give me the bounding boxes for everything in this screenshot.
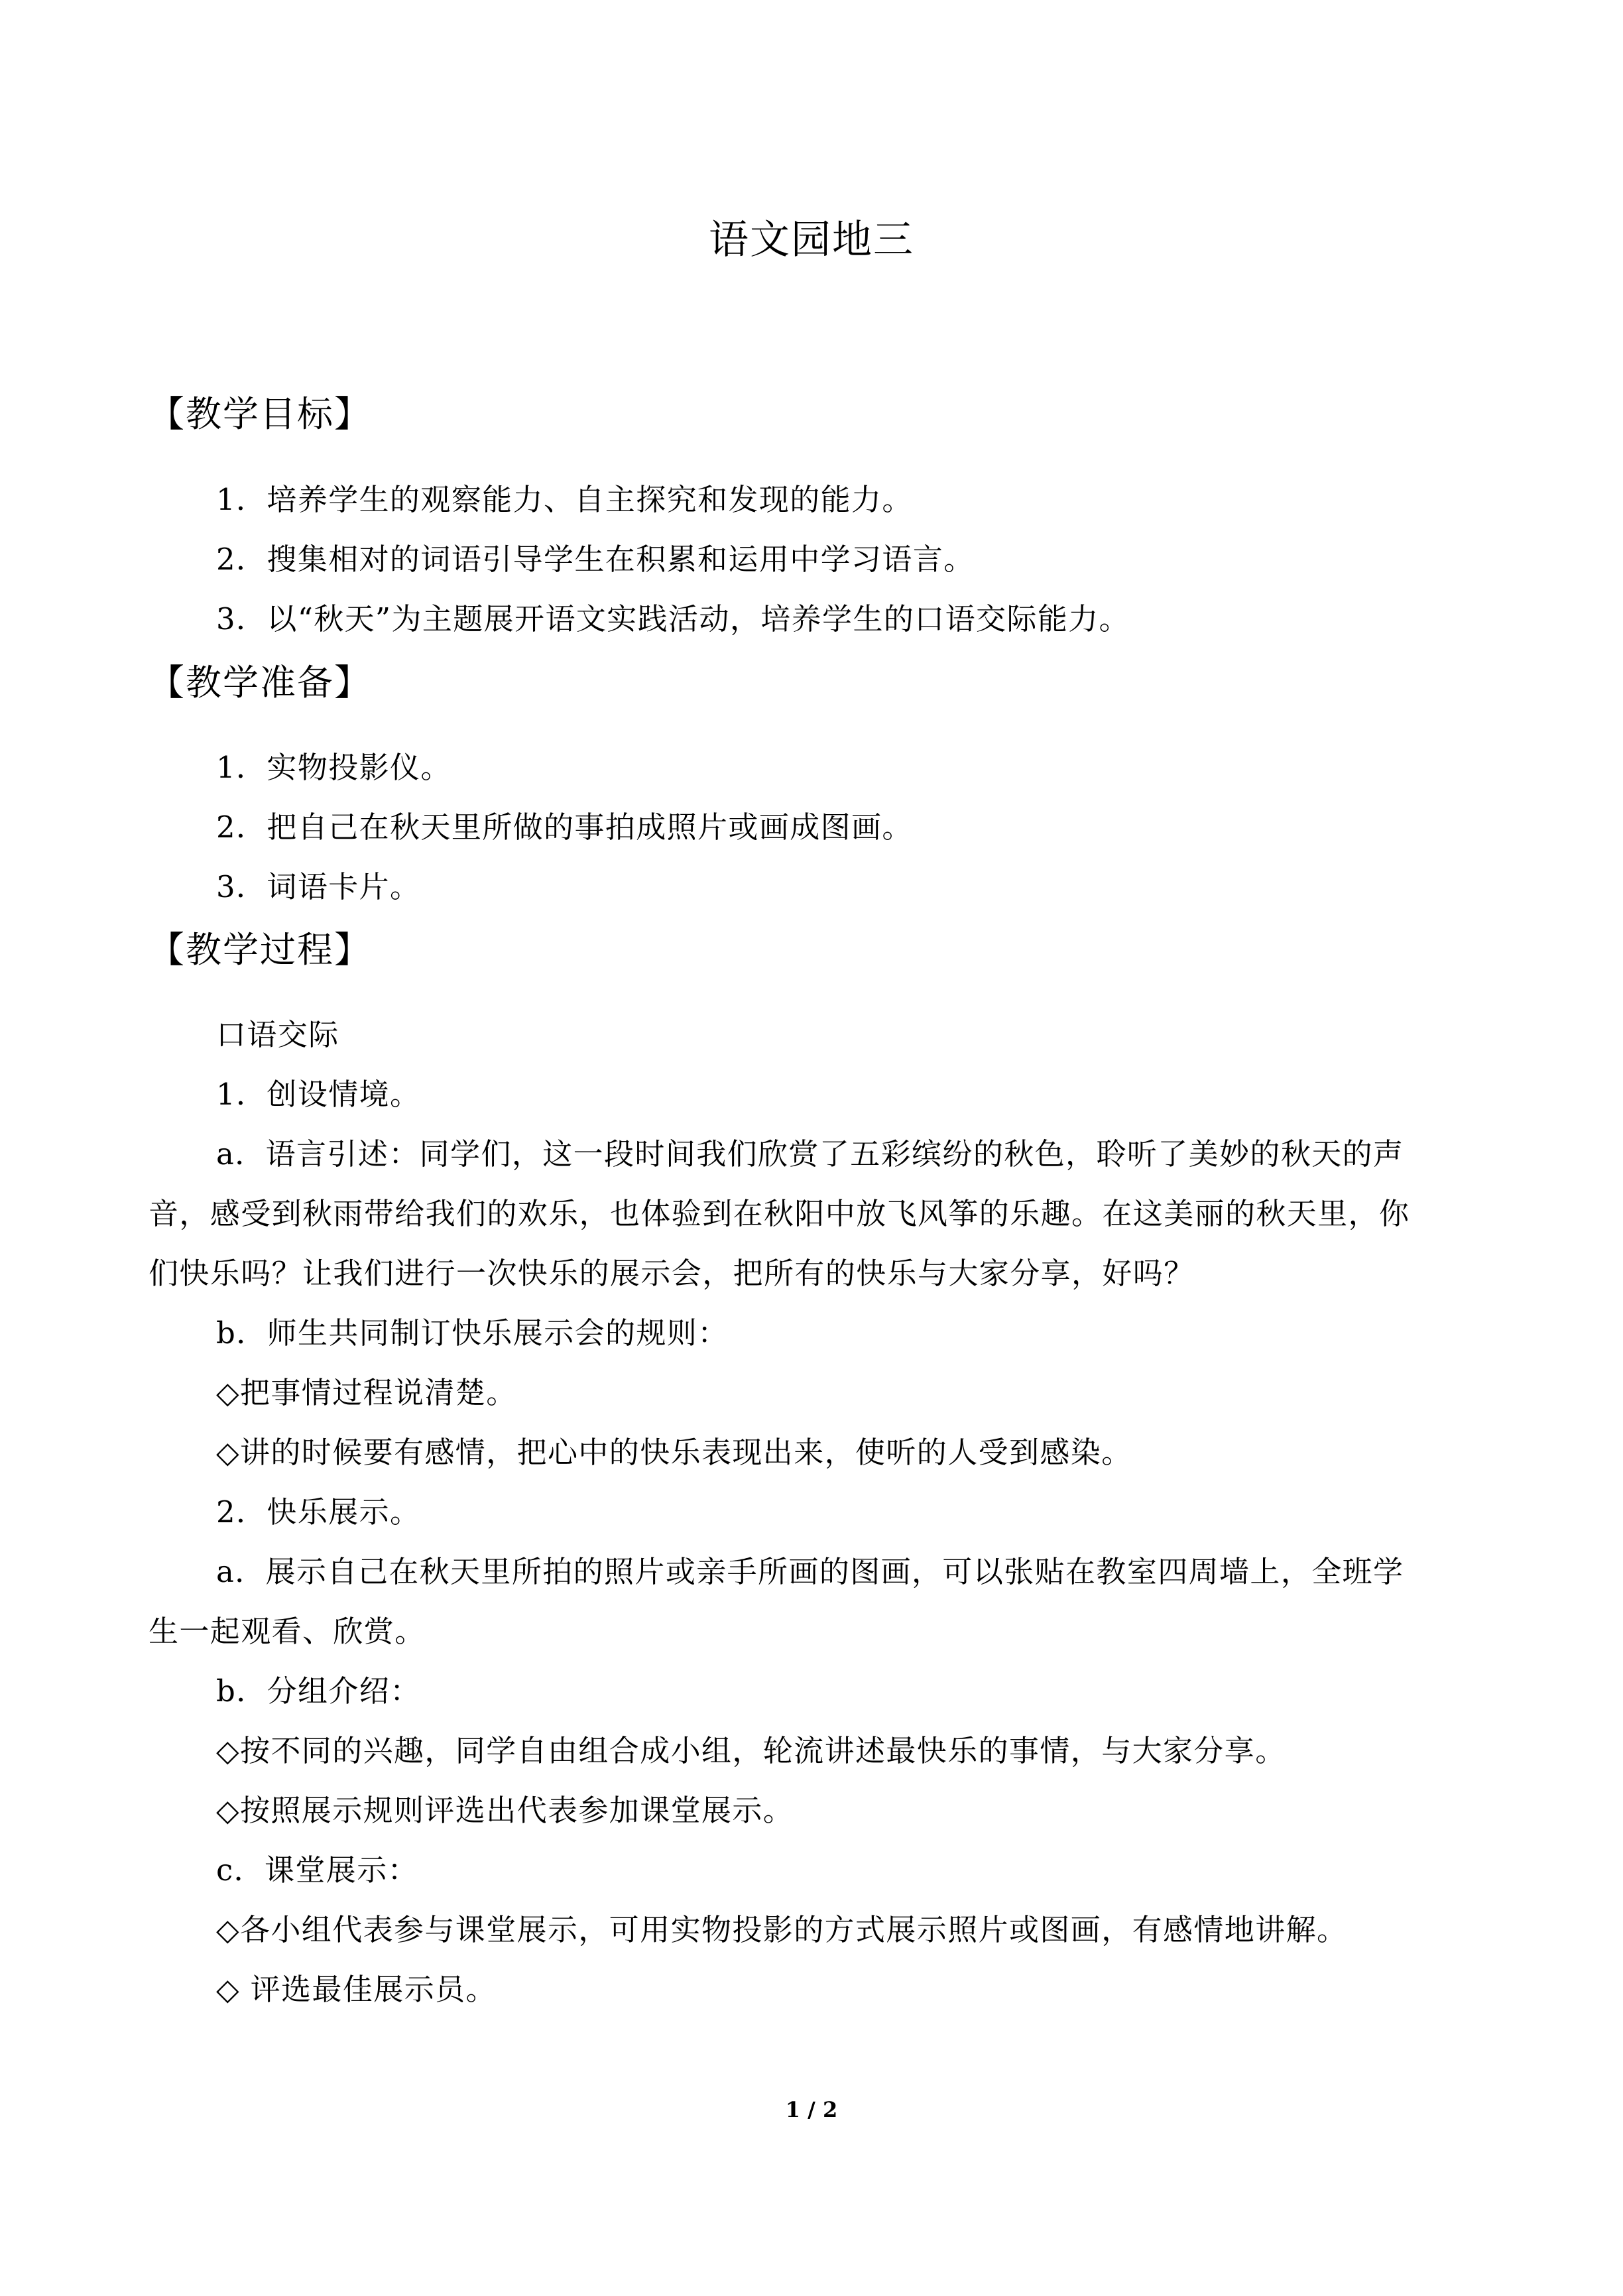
process-line: ◇按照展示规则评选出代表参加课堂展示。 — [216, 1793, 794, 1828]
preparation-line-3: 3．词语卡片。 — [216, 869, 421, 904]
objective-line-2: 2．搜集相对的词语引导学生在积累和运用中学习语言。 — [216, 542, 975, 577]
preparation-line-1: 1．实物投影仪。 — [216, 750, 451, 785]
section-heading-process: 【教学过程】 — [149, 929, 371, 971]
preparation-line-2: 2．把自己在秋天里所做的事拍成照片或画成图画。 — [216, 810, 913, 845]
process-line: ◇ 评选最佳展示员。 — [216, 1972, 497, 2007]
process-line: 2．快乐展示。 — [216, 1494, 421, 1530]
process-line: ◇各小组代表参与课堂展示，可用实物投影的方式展示照片或图画，有感情地讲解。 — [216, 1912, 1348, 1947]
process-line: ◇把事情过程说清楚。 — [216, 1375, 517, 1410]
process-line: b．分组介绍： — [216, 1673, 421, 1709]
objective-line-1: 1．培养学生的观察能力、自主探究和发现的能力。 — [216, 482, 913, 517]
section-heading-preparation: 【教学准备】 — [149, 662, 371, 703]
document-title: 语文园地三 — [709, 217, 914, 263]
page-number: 1 / 2 — [785, 2097, 838, 2122]
process-line: c．课堂展示： — [216, 1852, 419, 1888]
process-subheading: 口语交际 — [216, 1017, 339, 1052]
section-heading-objectives: 【教学目标】 — [149, 393, 371, 435]
process-line: a．展示自己在秋天里所拍的照片或亲手所画的图画，可以张贴在教室四周墙上，全班学 — [216, 1554, 1404, 1589]
process-line: a．语言引述：同学们，这一段时间我们欣赏了五彩缤纷的秋色，聆听了美妙的秋天的声 — [216, 1136, 1404, 1172]
process-line: 1．创设情境。 — [216, 1077, 421, 1112]
process-line: ◇按不同的兴趣，同学自由组合成小组，轮流讲述最快乐的事情，与大家分享。 — [216, 1733, 1286, 1768]
process-line: 音，感受到秋雨带给我们的欢乐，也体验到在秋阳中放飞风筝的乐趣。在这美丽的秋天里，你 — [149, 1196, 1410, 1231]
process-line: ◇讲的时候要有感情，把心中的快乐表现出来，使听的人受到感染。 — [216, 1435, 1132, 1470]
process-line: 生一起观看、欣赏。 — [149, 1614, 426, 1649]
objective-line-3: 3．以“秋天”为主题展开语文实践活动，培养学生的口语交际能力。 — [216, 601, 1130, 636]
process-line: b．师生共同制订快乐展示会的规则： — [216, 1315, 729, 1351]
process-line: 们快乐吗？让我们进行一次快乐的展示会，把所有的快乐与大家分享，好吗？ — [149, 1256, 1195, 1291]
